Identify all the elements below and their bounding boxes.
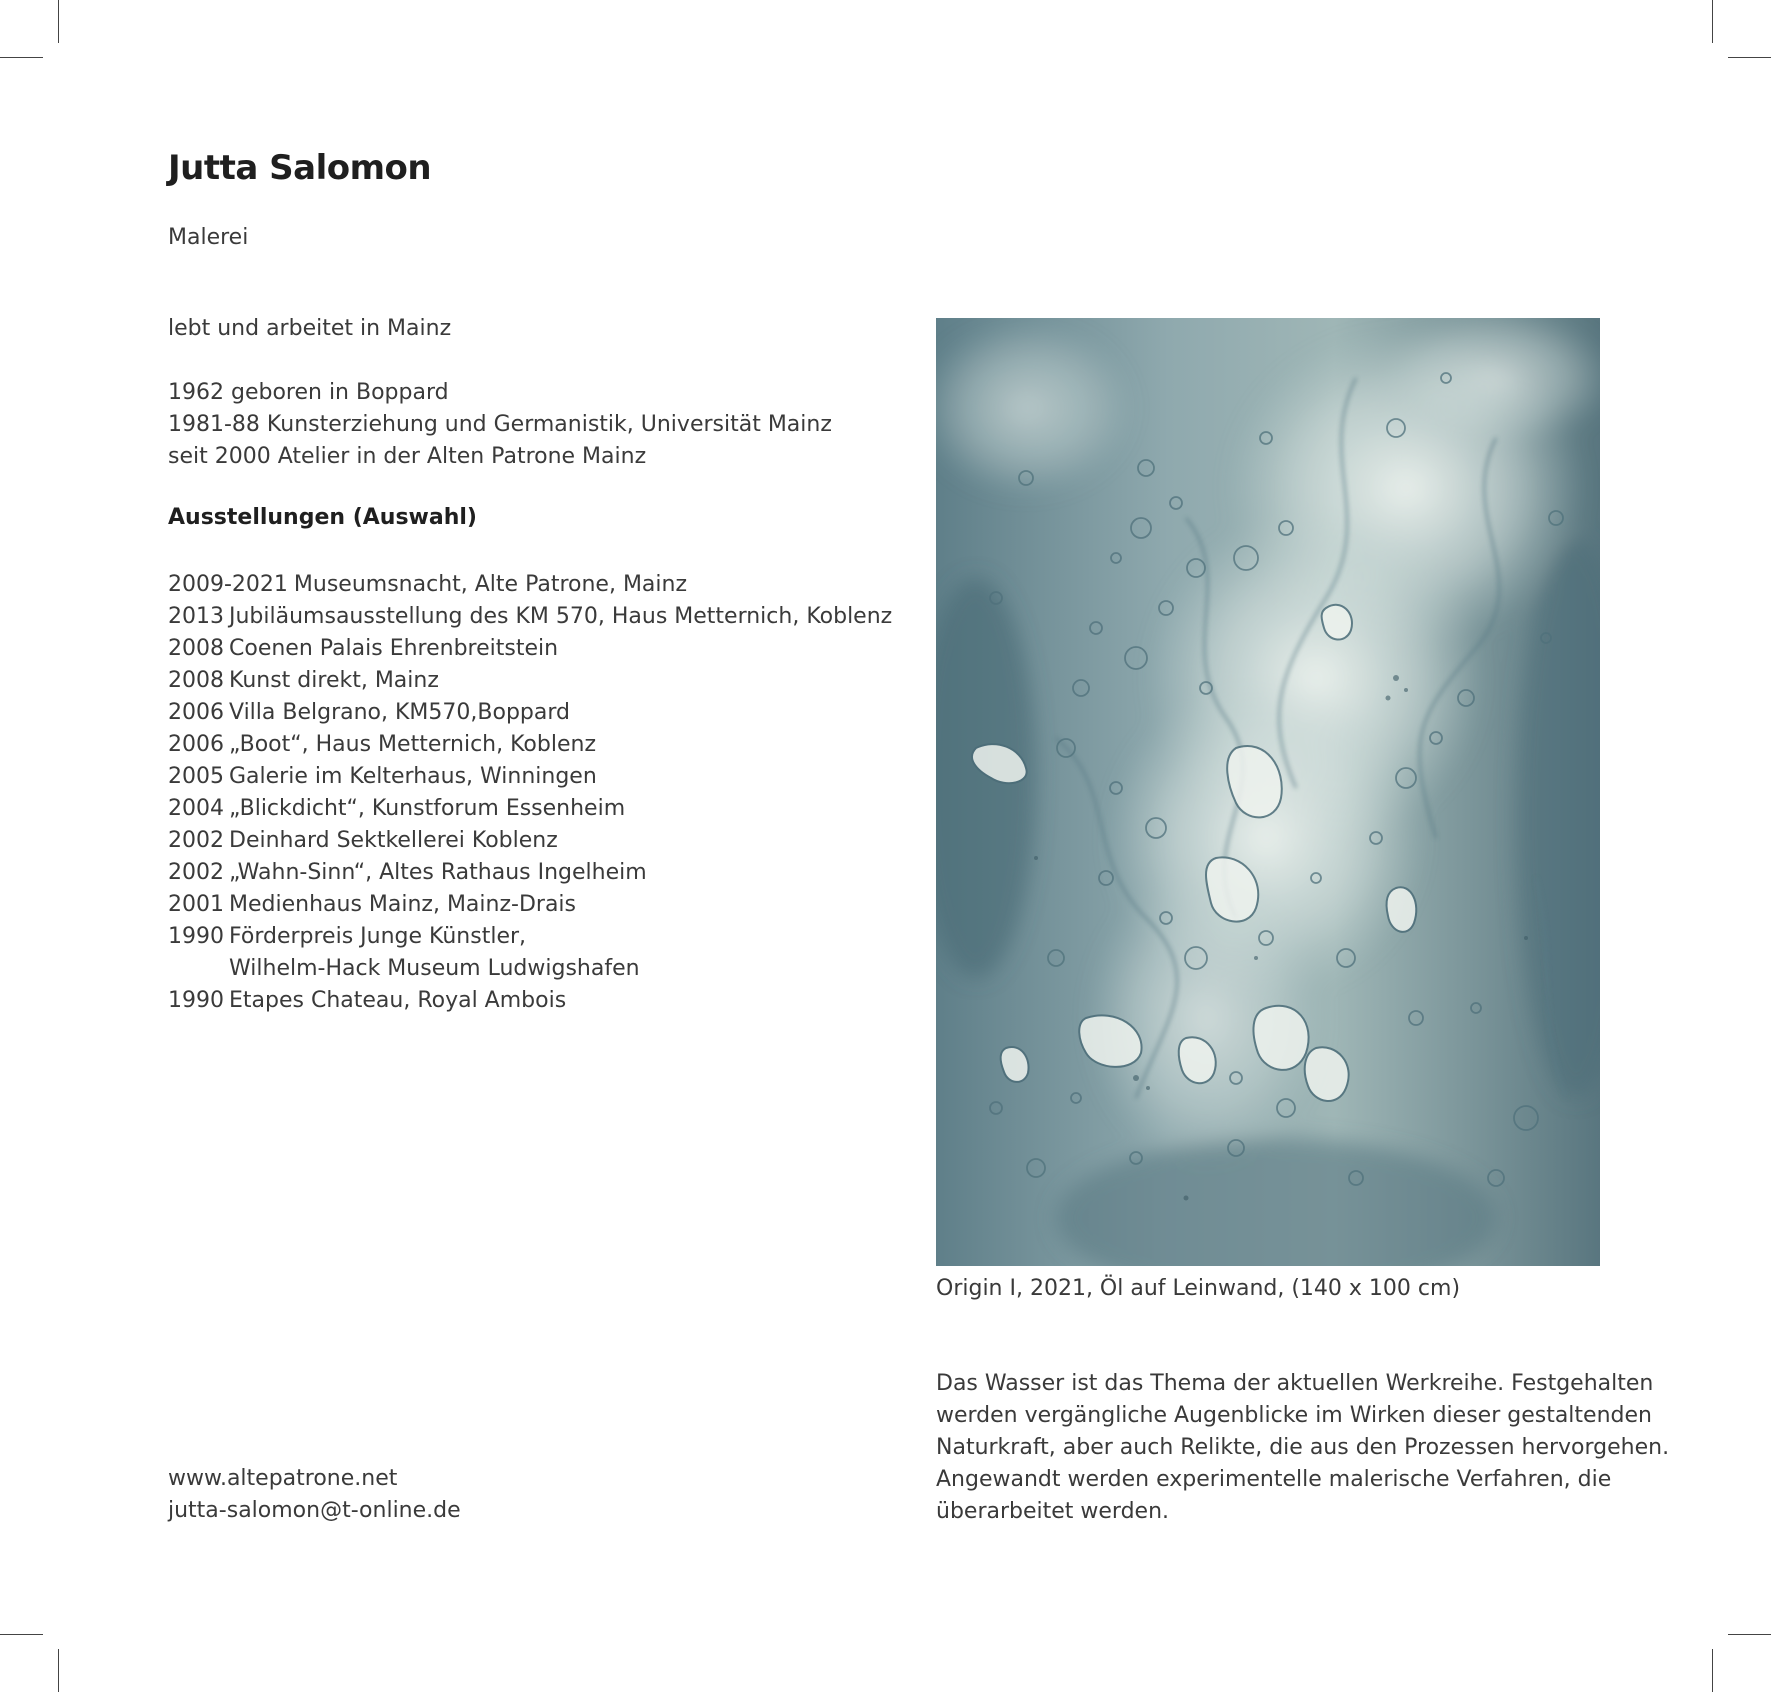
artwork-description	[936, 1368, 1670, 1528]
exhibition-text: Wilhelm-Hack Museum Ludwigshafen	[229, 956, 640, 981]
exhibition-item	[168, 665, 892, 697]
exhibition-item	[168, 825, 892, 857]
exhibition-text: „Wahn-Sinn“, Altes Rathaus Ingelheim	[229, 860, 647, 885]
crop-mark	[1728, 1634, 1771, 1635]
description-line: werden vergängliche Augenblicke im Wirken dieser gestaltenden	[936, 1403, 1652, 1428]
exhibition-text: Deinhard Sektkellerei Koblenz	[229, 828, 558, 853]
description-line: überarbeitet werden.	[936, 1499, 1170, 1524]
crop-mark	[0, 1634, 43, 1635]
crop-mark	[58, 0, 59, 43]
exhibition-text: Coenen Palais Ehrenbreitstein	[229, 636, 559, 661]
exhibition-text: „Boot“, Haus Metternich, Koblenz	[229, 732, 596, 757]
exhibition-year: 2004	[168, 796, 224, 821]
exhibition-year	[168, 953, 229, 985]
exhibition-item	[168, 601, 892, 633]
exhibition-item	[168, 729, 892, 761]
description-line: Naturkraft, aber auch Relikte, die aus den Prozessen hervorgehen.	[936, 1435, 1670, 1460]
exhibition-item	[168, 953, 892, 985]
exhibition-item	[168, 793, 892, 825]
bio-line: 1981-88 Kunsterziehung und Germanistik, Universität Mainz	[168, 412, 832, 437]
exhibition-text: Museumsnacht, Alte Patrone, Mainz	[293, 572, 688, 597]
exhibition-year: 2009-2021	[168, 572, 288, 597]
exhibition-item	[168, 985, 892, 1017]
residence-line: lebt und arbeitet in Mainz	[168, 316, 452, 341]
description-line: Das Wasser ist das Thema der aktuellen Werkreihe. Festgehalten	[936, 1371, 1654, 1396]
crop-mark	[1712, 1649, 1713, 1692]
exhibition-item	[168, 633, 892, 665]
artwork-painting	[936, 318, 1600, 1266]
exhibition-text: Villa Belgrano, KM570,Boppard	[229, 700, 570, 725]
bio-line: 1962 geboren in Boppard	[168, 380, 449, 405]
exhibition-year: 2002	[168, 860, 224, 885]
contact-block	[168, 1463, 461, 1527]
email-link[interactable]: jutta-salomon@t-online.de	[168, 1498, 461, 1523]
crop-mark	[1728, 57, 1771, 58]
exhibition-item	[168, 761, 892, 793]
exhibition-text: Etapes Chateau, Royal Ambois	[229, 988, 567, 1013]
exhibition-year: 2013	[168, 604, 224, 629]
exhibition-text: Förderpreis Junge Künstler,	[229, 924, 527, 949]
exhibition-text: „Blickdicht“, Kunstforum Essenheim	[229, 796, 626, 821]
exhibition-year: 2005	[168, 764, 224, 789]
crop-mark	[58, 1649, 59, 1692]
exhibition-year: 2006	[168, 700, 224, 725]
bio-line: seit 2000 Atelier in der Alten Patrone Mainz	[168, 444, 647, 469]
bio-block	[168, 377, 832, 473]
crop-mark	[0, 57, 43, 58]
artwork-image	[936, 318, 1600, 1266]
artist-discipline: Malerei	[168, 225, 249, 250]
exhibition-text: Galerie im Kelterhaus, Winningen	[229, 764, 597, 789]
crop-mark	[1712, 0, 1713, 43]
exhibition-year: 2008	[168, 636, 224, 661]
exhibition-year: 1990	[168, 988, 224, 1013]
exhibition-item	[168, 857, 892, 889]
exhibition-item	[168, 889, 892, 921]
exhibition-item	[168, 697, 892, 729]
description-line: Angewandt werden experimentelle malerische Verfahren, die	[936, 1467, 1612, 1492]
exhibition-year: 2001	[168, 892, 224, 917]
exhibition-item	[168, 569, 892, 601]
exhibition-year: 2008	[168, 668, 224, 693]
artist-name: Jutta Salomon	[168, 148, 432, 188]
exhibition-text: Jubiläumsausstellung des KM 570, Haus Metternich, Koblenz	[229, 604, 893, 629]
exhibitions-heading: Ausstellungen (Auswahl)	[168, 505, 477, 530]
exhibitions-list	[168, 569, 892, 1017]
artwork-caption: Origin I, 2021, Öl auf Leinwand, (140 x 100 cm)	[936, 1276, 1461, 1301]
exhibition-year: 1990	[168, 924, 224, 949]
website-link[interactable]: www.altepatrone.net	[168, 1466, 398, 1491]
exhibition-item	[168, 921, 892, 953]
exhibition-text: Kunst direkt, Mainz	[229, 668, 439, 693]
exhibition-text: Medienhaus Mainz, Mainz-Drais	[229, 892, 576, 917]
exhibition-year: 2006	[168, 732, 224, 757]
exhibition-year: 2002	[168, 828, 224, 853]
